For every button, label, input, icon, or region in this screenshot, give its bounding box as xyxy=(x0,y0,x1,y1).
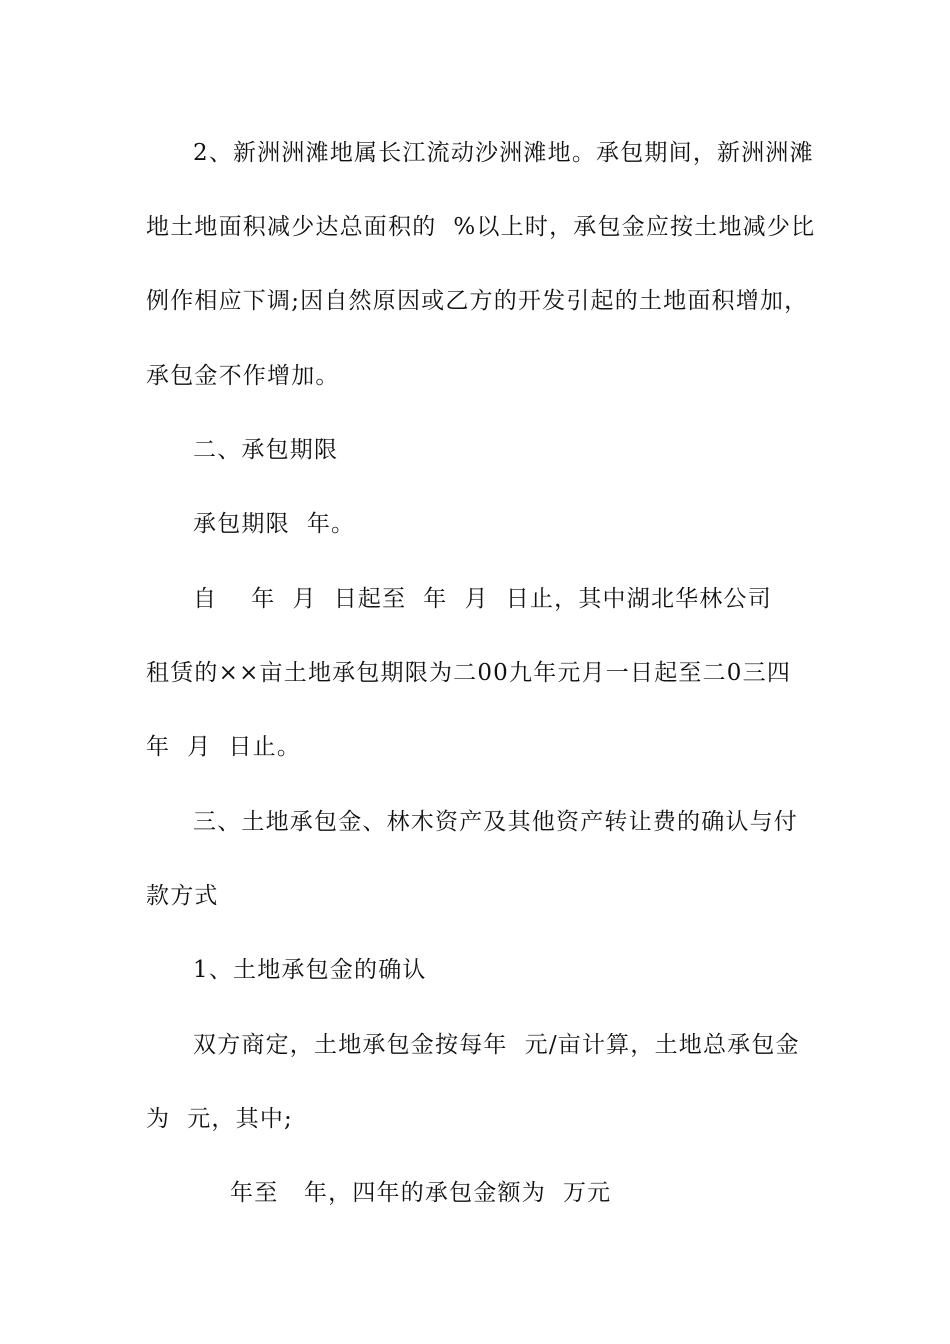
paragraph-line-9: 年 月 日止。 xyxy=(146,734,302,760)
paragraph-line-7: 自 年 月 日起至 年 月 日止，其中湖北华林公司 xyxy=(193,586,772,612)
section-heading-payment: 三、土地承包金、林木资产及其他资产转让费的确认与付 xyxy=(193,809,798,835)
subheading-land-fee: 1、土地承包金的确认 xyxy=(193,957,427,983)
section-heading-term: 二、承包期限 xyxy=(193,437,339,463)
paragraph-line-13: 双方商定，土地承包金按每年 元/亩计算，土地总承包金 xyxy=(193,1032,800,1058)
paragraph-line-1: 2、新洲洲滩地属长江流动沙洲滩地。承包期间，新洲洲滩 xyxy=(193,140,814,166)
paragraph-line-15: 年至 年，四年的承包金额为 万元 xyxy=(230,1180,612,1206)
section-heading-payment-cont: 款方式 xyxy=(146,883,219,909)
paragraph-line-4: 承包金不作增加。 xyxy=(146,363,340,389)
paragraph-line-3: 例作相应下调;因自然原因或乙方的开发引起的土地面积增加， xyxy=(146,288,809,314)
paragraph-line-14: 为 元，其中; xyxy=(146,1106,293,1132)
paragraph-line-2: 地土地面积减少达总面积的 %以上时，承包金应按土地减少比 xyxy=(146,214,816,240)
paragraph-line-8: 租赁的××亩土地承包期限为二00九年元月一日起至二0三四 xyxy=(146,660,792,686)
paragraph-line-6: 承包期限 年。 xyxy=(193,511,356,537)
